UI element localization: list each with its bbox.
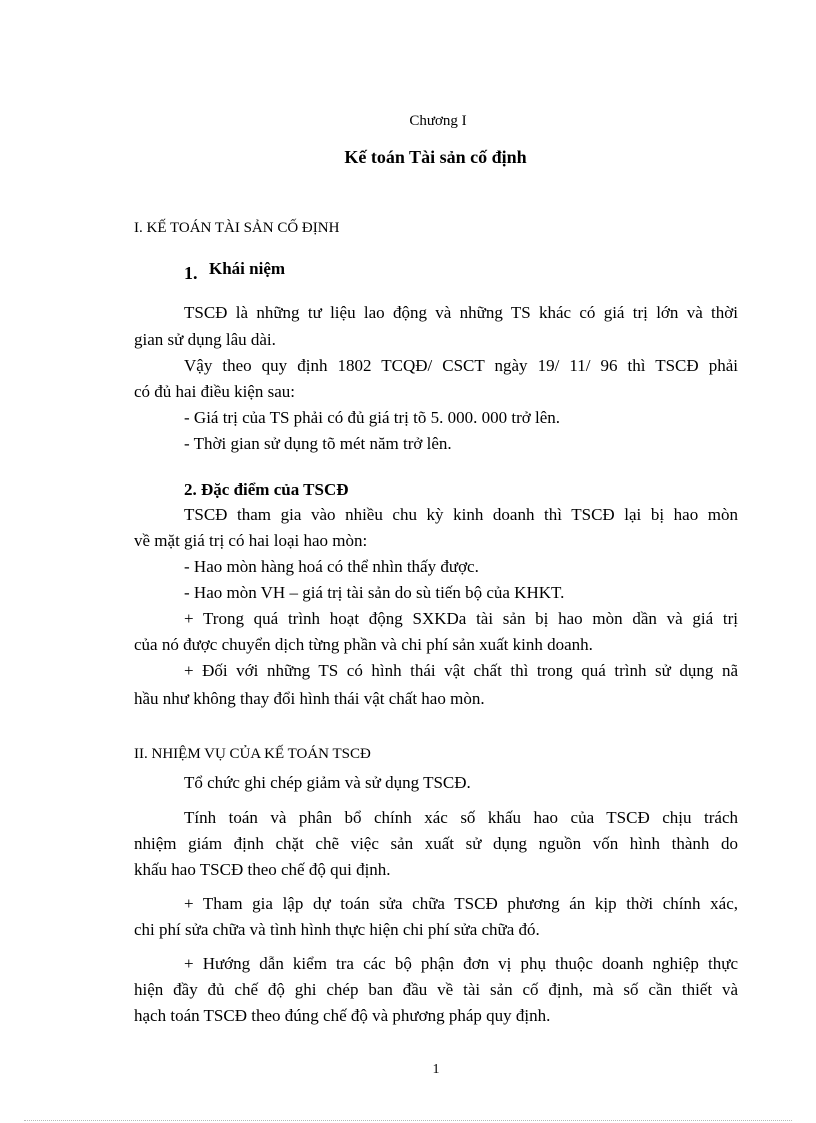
paragraph-characteristics-line2: về mặt giá trị có hai loại hao mòn: xyxy=(134,531,368,550)
paragraph-physical-form-line2: hầu như không thay đổi hình thái vật chất hao mòn. xyxy=(134,689,485,708)
duty-guidance-line3: hạch toán TSCĐ theo đúng chế độ và phương pháp quy định. xyxy=(134,1006,551,1025)
condition-item-value: - Giá trị của TS phải có đủ giá trị tõ 5. 000. 000 trở lên. xyxy=(184,408,560,427)
duty-depreciation-line3: khấu hao TSCĐ theo chế độ qui định. xyxy=(134,860,391,879)
paragraph-definition-line2: gian sử dụng lâu dài. xyxy=(134,330,276,349)
paragraph-definition-line1: TSCĐ là những tư liệu lao động và những TS khác có giá trị lớn và thời xyxy=(184,303,738,322)
duty-depreciation-line2: nhiệm giám định chặt chẽ việc sản xuất sử dụng nguồn vốn hình thành do xyxy=(134,834,738,853)
section-heading-1: I. KẾ TOÁN TÀI SẢN CỐ ĐỊNH xyxy=(134,220,340,236)
duty-record: Tổ chức ghi chép giảm và sử dụng TSCĐ. xyxy=(184,773,471,792)
paragraph-depreciation-line1: + Trong quá trình hoạt động SXKDa tài sản bị hao mòn dần và giá trị xyxy=(184,609,738,628)
paragraph-depreciation-line2: của nó được chuyển dịch từng phần và chi phí sản xuất kinh doanh. xyxy=(134,635,593,654)
duty-repair-line1: + Tham gia lập dự toán sửa chữa TSCĐ phương án kịp thời chính xác, xyxy=(184,894,738,913)
subsection-title-2: 2. Đặc điểm của TSCĐ xyxy=(184,480,349,499)
paragraph-physical-form-line1: + Đối với những TS có hình thái vật chất thì trong quá trình sử dụng nã xyxy=(184,661,738,680)
wear-item-intangible: - Hao mòn VH – giá trị tài sản do sù tiến bộ của KHKT. xyxy=(184,583,565,602)
subsection-title-1: Khái niệm xyxy=(209,259,286,278)
paragraph-characteristics-line1: TSCĐ tham gia vào nhiều chu kỳ kinh doanh thì TSCĐ lại bị hao mòn xyxy=(184,505,738,524)
condition-item-duration: - Thời gian sử dụng tõ mét năm trở lên. xyxy=(184,434,452,453)
chapter-title: Kế toán Tài sản cố định xyxy=(344,147,527,167)
chapter-label: Chương I xyxy=(409,113,467,129)
page-number: 1 xyxy=(432,1062,440,1077)
duty-guidance-line2: hiện đầy đủ chế độ ghi chép ban đầu về tài sản cố định, mà số cần thiết và xyxy=(134,980,738,999)
footer-divider xyxy=(24,1120,792,1121)
duty-guidance-line1: + Hướng dẫn kiểm tra các bộ phận đơn vị phụ thuộc doanh nghiệp thực xyxy=(184,954,738,973)
section-heading-2: II. NHIỆM VỤ CỦA KẾ TOÁN TSCĐ xyxy=(134,746,371,762)
duty-repair-line2: chi phí sửa chữa và tình hình thực hiện chi phí sửa chữa đó. xyxy=(134,920,540,939)
paragraph-regulation-line2: có đủ hai điều kiện sau: xyxy=(134,382,295,401)
paragraph-regulation-line1: Vậy theo quy định 1802 TCQĐ/ CSCT ngày 19/ 11/ 96 thì TSCĐ phải xyxy=(184,356,738,375)
subsection-number-1: 1. xyxy=(184,263,198,283)
duty-depreciation-line1: Tính toán và phân bổ chính xác số khấu hao của TSCĐ chịu trách xyxy=(184,808,738,827)
wear-item-tangible: - Hao mòn hàng hoá có thể nhìn thấy được. xyxy=(184,557,479,576)
